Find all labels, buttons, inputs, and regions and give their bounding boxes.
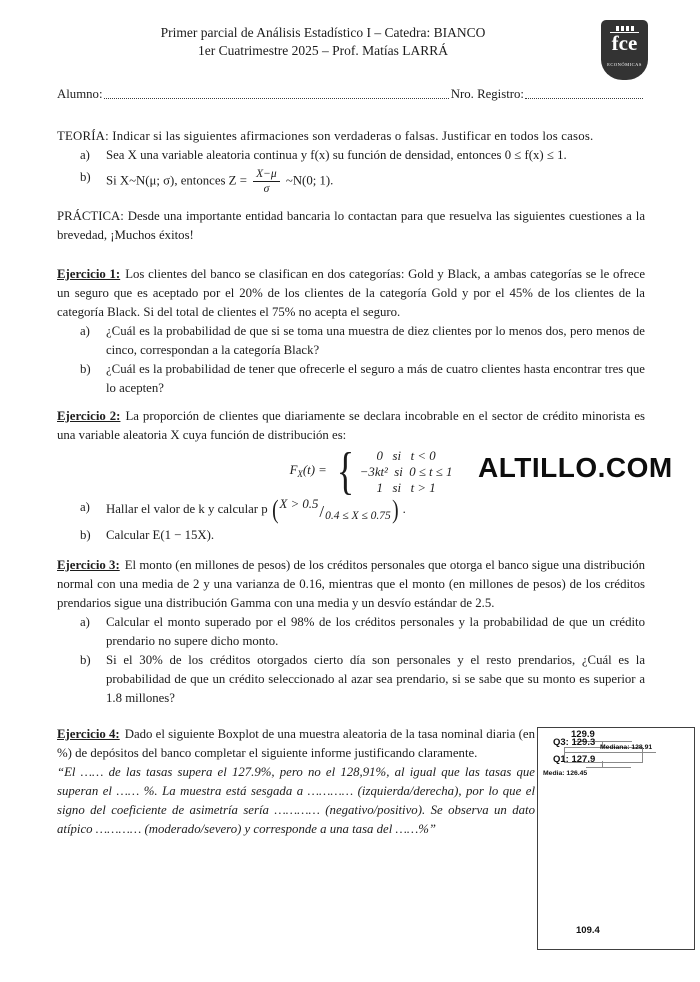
item-marker: a) bbox=[80, 615, 90, 630]
fce-uba-logo bbox=[601, 20, 648, 80]
registro-label: Nro. Registro: bbox=[450, 87, 524, 101]
item-marker: a) bbox=[80, 500, 90, 515]
teoria-item-a bbox=[57, 146, 645, 165]
alumno-fill-line bbox=[104, 88, 449, 99]
item-marker: b) bbox=[80, 528, 91, 543]
logo-acronym: fce bbox=[611, 31, 638, 55]
piecewise-brace: { bbox=[336, 443, 355, 501]
ejercicio3-item-a-text: Calcular el monto superado por el 98% de los créditos personales y la probabilidad de que un crédito prendario no supere dicho monto. bbox=[106, 615, 645, 649]
paren-close: ) bbox=[391, 495, 399, 525]
alumno-label: Alumno: bbox=[57, 87, 103, 101]
ejercicio2-label: Ejercicio 2: bbox=[57, 409, 121, 424]
boxplot-mean-label: Media: 126.45 bbox=[543, 770, 588, 777]
ejercicio2-intro bbox=[57, 407, 645, 445]
conditional-probability-expression bbox=[271, 495, 400, 525]
ejercicio1-item-a bbox=[57, 322, 645, 360]
ejercicio3-intro-text: El monto (en millones de pesos) de los créditos personales que otorga el banco sigue una distribución normal con una media de 2 y una varianza de 0.16, mientras que el monto (en millones de pesos) de los créditos prendarios sigue una distribución Gamma con una media y un desvío estándar de 2.5. bbox=[57, 558, 646, 611]
boxplot-median-line bbox=[564, 752, 656, 753]
formula-z-pre: Si X~N(μ; σ), entonces Z = bbox=[106, 173, 247, 188]
formula-lhs bbox=[290, 462, 327, 482]
boxplot-outlier-label: 109.4 bbox=[576, 925, 600, 936]
ejercicio2-item-b-text: Calcular E(1 − 15X). bbox=[106, 528, 215, 543]
ejercicio4-label: Ejercicio 4: bbox=[57, 727, 120, 742]
boxplot-median-label: Mediana: 128.91 bbox=[600, 744, 653, 751]
practica-paragraph: PRÁCTICA: Desde una importante entidad bancaria lo contactan para que resuelva las siguientes cuestiones a la brevedad, ¡Muchos éxitos! bbox=[57, 209, 645, 243]
boxplot-figure bbox=[537, 727, 695, 950]
ejercicio1-intro-text: Los clientes del banco se clasifican en dos categorías: Gold y Black, a ambas categorías se le ofrece un seguro que es aceptado por el 20% de los clientes de la categoría Gold y por el 45% de los clientes de la categoría Black. Si del total de clientes el 75% no acepta el seguro. bbox=[57, 267, 645, 320]
formula-F: F bbox=[289, 463, 298, 478]
fraction-denominator: σ bbox=[263, 183, 270, 196]
piecewise-row: 0 si t < 0 bbox=[376, 449, 436, 464]
document-title bbox=[0, 0, 646, 59]
ejercicio3-item-a bbox=[57, 613, 645, 651]
item-marker: b) bbox=[80, 170, 91, 184]
ejercicio1-item-b-text: ¿Cuál es la probabilidad de tener que ofrecerle el seguro a más de cuatro clientes hasta encontrar tres que lo acepten? bbox=[106, 362, 645, 396]
item-marker: a) bbox=[80, 148, 90, 162]
ejercicio3-item-b bbox=[57, 651, 645, 708]
ejercicio3-item-b-text: Si el 30% de los créditos otorgados cierto día son personales y el resto prendarios, ¿Cuál es la probabilidad de que un crédito seleccionado al azar sea prendario, si se sabe que su monto es superior a 1.8 millones? bbox=[106, 653, 645, 706]
ejercicio4-report-quote: “El …… de las tasas supera el 127.9%, pero no el 128,91%, al igual que las tasas que superan el …… %. La muestra está sesgada a ………… (izquierda/derecha), por lo que el signo del coeficiente de asimetría sería ………… (negativo/positivo). Se observa un dato atípico ………… (moderado/severo) y corresponde a una tasa del ……%” bbox=[57, 765, 535, 837]
ejercicio1-item-a-text: ¿Cuál es la probabilidad de que si se toma una muestra de diez clientes por lo menos dos, pero menos de cinco, correspondan a la categoría Black? bbox=[106, 324, 645, 358]
ejercicio2-item-b bbox=[57, 526, 645, 545]
formula-lhs-rest: (t) = bbox=[302, 463, 327, 478]
boxplot-q1-label: Q1: 127.9 bbox=[553, 754, 596, 765]
ejercicio4-intro bbox=[57, 725, 535, 763]
formula-subscript: X bbox=[297, 469, 303, 480]
teoria-item-b-text bbox=[106, 168, 645, 195]
logo-subtitle: ECONÓMICAS bbox=[607, 55, 642, 74]
ejercicio1-label: Ejercicio 1: bbox=[57, 267, 121, 282]
registro-fill-line bbox=[525, 88, 643, 99]
conditional-slash: / bbox=[319, 501, 325, 521]
teoria-heading: TEORÍA: Indicar si las siguientes afirmaciones son verdaderas o falsas. Justificar en todos los casos. bbox=[57, 129, 594, 143]
piecewise-rows bbox=[360, 448, 453, 496]
title-line-2: 1er Cuatrimestre 2025 – Prof. Matías LARRÁ bbox=[197, 42, 449, 58]
teoria-item-b bbox=[57, 168, 645, 195]
ejercicio4-intro-text: Dado el siguiente Boxplot de una muestra aleatoria de la tasa nominal diaria (en %) de depósitos del banco completar el siguiente informe justificando claramente. bbox=[57, 727, 535, 761]
piecewise-row: 1 si t > 1 bbox=[376, 481, 436, 496]
conditional-denominator: 0.4 ≤ X ≤ 0.75 bbox=[325, 509, 391, 522]
conditional-prob-end: . bbox=[402, 502, 406, 517]
student-info-row bbox=[57, 86, 645, 102]
conditional-prob-pre: Hallar el valor de k y calcular p bbox=[106, 502, 268, 517]
paren-open: ( bbox=[271, 495, 279, 525]
title-line-1: Primer parcial de Análisis Estadístico I – Catedra: BIANCO bbox=[160, 25, 486, 40]
ejercicio3-intro bbox=[57, 556, 645, 613]
teoria-item-a-text: Sea X una variable aleatoria continua y f(x) su función de densidad, entonces 0 ≤ f(x) ≤ 1. bbox=[106, 148, 567, 162]
ejercicio3-label: Ejercicio 3: bbox=[57, 558, 120, 573]
ejercicio2-item-a bbox=[57, 495, 645, 525]
altillo-watermark: ALTILLO.COM bbox=[478, 452, 673, 483]
piecewise-row: −3kt² si 0 ≤ t ≤ 1 bbox=[359, 465, 453, 480]
item-marker: a) bbox=[80, 324, 90, 339]
z-fraction bbox=[253, 168, 280, 195]
ejercicio2-intro-text: La proporción de clientes que diariamente se declara incobrable en el sector de crédito minorista es una variable aleatoria X cuya función de distribución es: bbox=[57, 409, 646, 443]
formula-z-post: ~N(0; 1). bbox=[285, 173, 334, 188]
ejercicio1-intro bbox=[57, 265, 645, 322]
item-marker: b) bbox=[80, 653, 91, 668]
ejercicio1-item-b bbox=[57, 360, 645, 398]
boxplot-max-label: 129.9 bbox=[571, 729, 595, 740]
boxplot-lower-whisker-cap bbox=[586, 767, 631, 768]
conditional-numerator: X > 0.5 bbox=[279, 496, 319, 511]
boxplot-q3-label: Q3: 129.3 bbox=[553, 737, 596, 748]
ejercicio2-item-a-text bbox=[106, 495, 645, 525]
item-marker: b) bbox=[80, 362, 91, 377]
fraction-numerator: X−μ bbox=[253, 168, 280, 182]
